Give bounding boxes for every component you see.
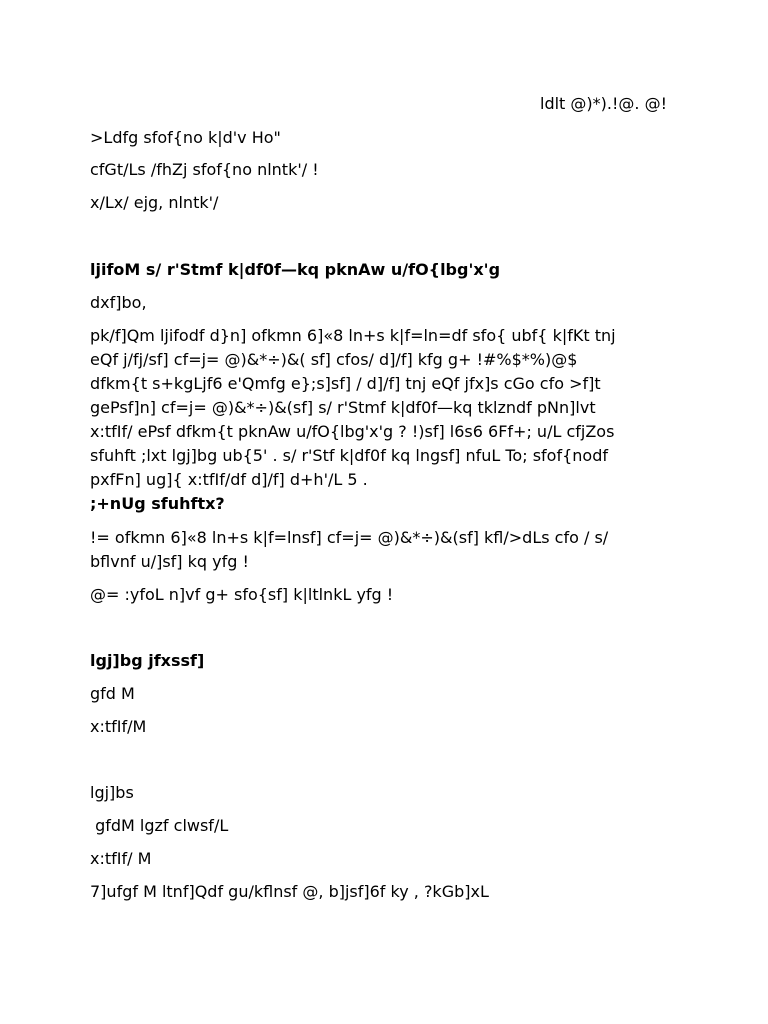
applicant2-name-line: gfdM lgzf clwsf/L: [90, 816, 229, 835]
applicant-signature-label: x:tfIf/M: [90, 717, 147, 736]
applicant-heading: lgj]bg jfxssf]: [90, 651, 205, 670]
attachment-item-1: != ofkmn 6]«8 ln+s k|f=lnsf] cf=j= @)&*÷)&(sf] kfl/>dLs cfo / s/ bflvnf u/]sf] kq yfg !: [90, 528, 609, 571]
applicant-name-label: gfd M: [90, 684, 135, 703]
applicant2-heading: lgj]bs: [90, 783, 134, 802]
attachments-heading: ;+nUg sfuhftx?: [90, 494, 225, 513]
body-paragraph: pk/f]Qm ljifodf d}n] ofkmn 6]«8 ln+s k|f=ln=df sfo{ ubf{ k|fKt tnj eQf j/fj/sf] cf=j= @)&*÷)&( sf] cfos/ d]/f] kfg g+ !#%$*%)@$ dfkm{t s+kgLjf6 e'Qmfg e};s]sf] / d]/f] tnj eQf jfx]s cGo cfo >f]t gePsf]n] cf=j= @)&*÷)&(sf] s/ r'Stmf k|df0f—kq tklzndf pNn]lvt x:tfIf/ ePsf dfkm{t pknAw u/fO{lbg'x'g ? !)sf] l6s6 6Ff+; u/L cfjZos sfuhft ;lxt lgj]bg ub{5' . s/ r'Stf k|df0f kq lngsf] nfuL To; sfof{nodf pxfFn] ug]{ x:tfIf/df d]/f] d+h'/L 5 .: [90, 326, 616, 489]
recipient-line-2: cfGt/Ls /fhZj sfof{no nlntk'/ !: [90, 160, 319, 179]
subject-line: ljifoM s/ r'Stmf k|df0f—kq pknAw u/fO{lbg'x'g: [90, 260, 501, 279]
applicant2-address-line: 7]ufgf M ltnf]Qdf gu/kflnsf @, b]jsf]6f ky , ?kGb]xL: [90, 882, 489, 901]
salutation: dxf]bo,: [90, 293, 147, 312]
recipient-line-1: >Ldfg sfof{no k|d'v Ho": [90, 128, 281, 147]
applicant2-signature-line: x:tfIf/ M: [90, 849, 152, 868]
letter-date: ldlt @)*).!@. @!: [540, 94, 667, 113]
attachment-item-2: @= :yfoL n]vf g+ sfo{sf] k|ltlnkL yfg !: [90, 585, 394, 604]
recipient-line-3: x/Lx/ ejg, nlntk'/: [90, 193, 219, 212]
